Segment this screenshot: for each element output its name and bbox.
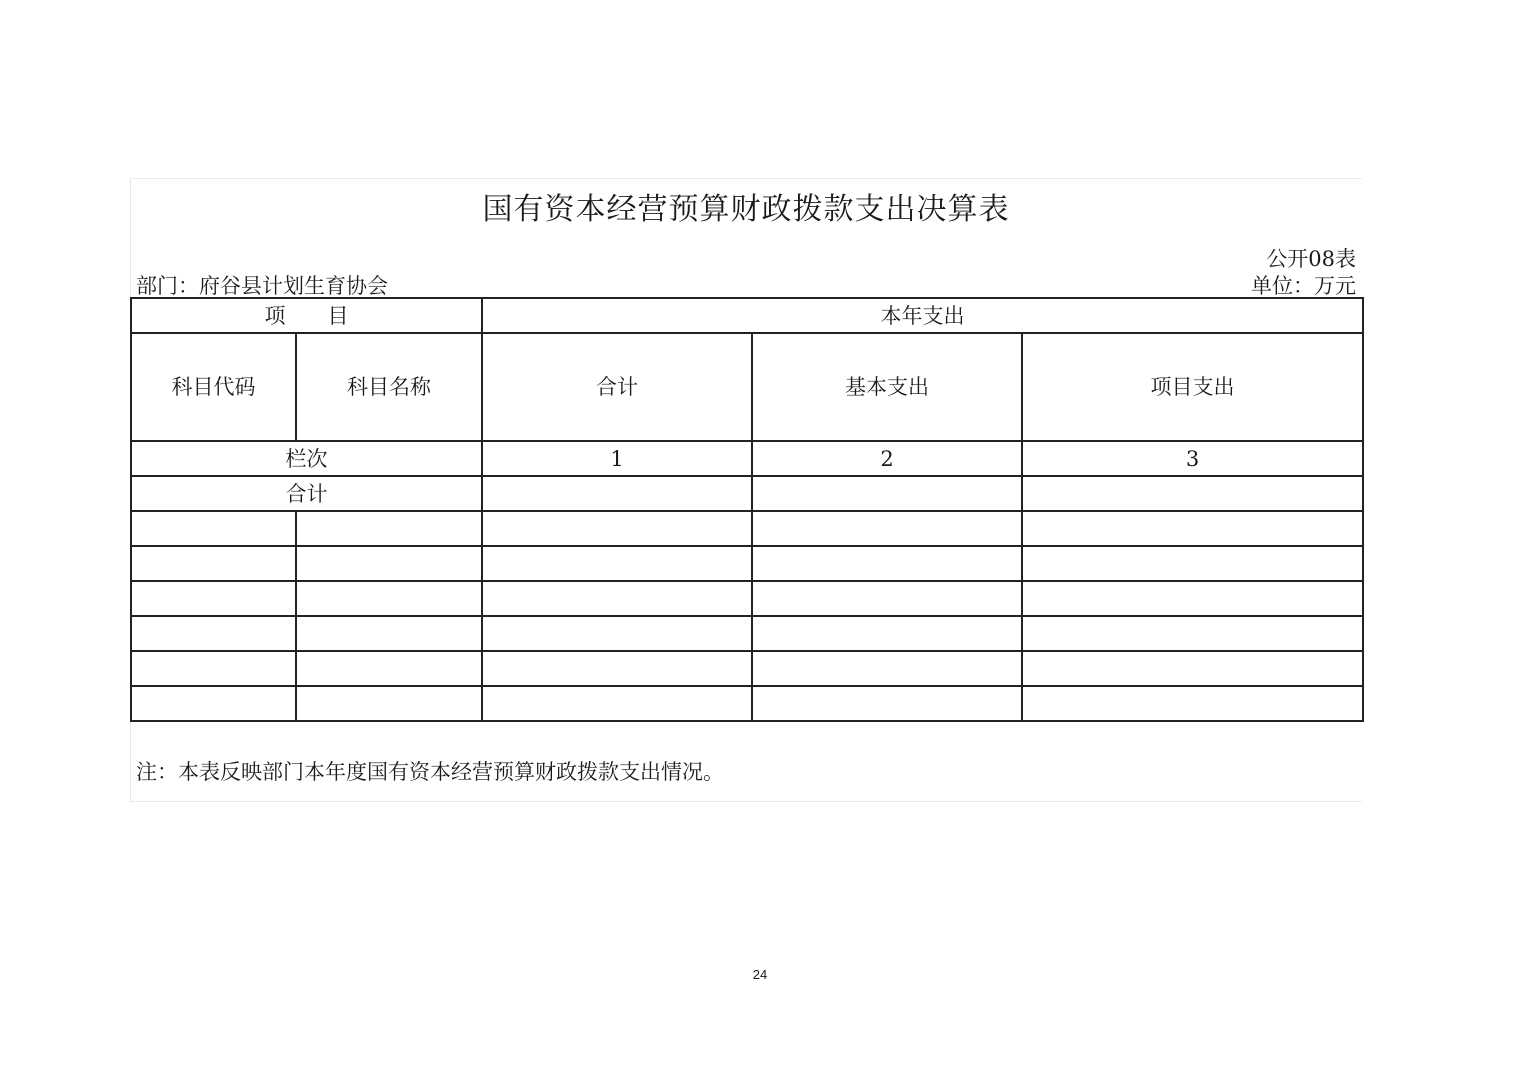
table-cell — [296, 651, 482, 686]
table-cell — [1022, 651, 1363, 686]
col-project-header: 项目支出 — [1022, 333, 1363, 441]
table-cell — [482, 546, 752, 581]
table-cell — [131, 581, 296, 616]
table-cell — [131, 651, 296, 686]
col-name-header: 科目名称 — [296, 333, 482, 441]
row-index-label: 栏次 — [131, 441, 482, 476]
total-amount — [482, 476, 752, 511]
table-cell — [296, 616, 482, 651]
col-code-header: 科目代码 — [131, 333, 296, 441]
page-number: 24 — [752, 967, 768, 982]
header-item: 项 目 — [131, 298, 482, 333]
table-cell — [296, 686, 482, 721]
table-row — [131, 651, 1363, 686]
table-cell — [131, 616, 296, 651]
index-row — [131, 441, 1363, 476]
table-cell — [482, 511, 752, 546]
table-cell — [482, 581, 752, 616]
page-title: 国有资本经营预算财政拨款支出决算表 — [482, 192, 1010, 227]
table-cell — [752, 581, 1022, 616]
unit-label: 单位：万元 — [1251, 274, 1356, 298]
total-label: 合计 — [131, 476, 482, 511]
table-cell — [752, 511, 1022, 546]
index-1: 1 — [482, 441, 752, 476]
table-cell — [752, 616, 1022, 651]
col-total-header: 合计 — [482, 333, 752, 441]
table-cell — [1022, 546, 1363, 581]
table-row — [131, 511, 1363, 546]
header-row-2 — [131, 333, 1363, 441]
index-3: 3 — [1022, 441, 1363, 476]
table-cell — [296, 546, 482, 581]
table-cell — [752, 686, 1022, 721]
table-row — [131, 546, 1363, 581]
total-row — [131, 476, 1363, 511]
table-cell — [131, 511, 296, 546]
table-cell — [296, 581, 482, 616]
table-cell — [131, 546, 296, 581]
index-2: 2 — [752, 441, 1022, 476]
header-current-year: 本年支出 — [482, 298, 1363, 333]
table-cell — [482, 616, 752, 651]
total-project — [1022, 476, 1363, 511]
table-cell — [1022, 686, 1363, 721]
table-cell — [752, 651, 1022, 686]
form-number: 公开08表 — [1266, 247, 1356, 271]
department-label: 部门：府谷县计划生育协会 — [136, 274, 388, 298]
table-row — [131, 686, 1363, 721]
table-cell — [1022, 581, 1363, 616]
table-row — [131, 581, 1363, 616]
col-basic-header: 基本支出 — [752, 333, 1022, 441]
table-cell — [482, 651, 752, 686]
footnote: 注：本表反映部门本年度国有资本经营预算财政拨款支出情况。 — [136, 760, 724, 784]
table-cell — [296, 511, 482, 546]
table-cell — [482, 686, 752, 721]
table-cell — [1022, 511, 1363, 546]
table-row — [131, 616, 1363, 651]
expenditure-table — [130, 297, 1364, 722]
header-row-1 — [131, 298, 1363, 333]
table-cell — [131, 686, 296, 721]
total-basic — [752, 476, 1022, 511]
table-cell — [752, 546, 1022, 581]
table-cell — [1022, 616, 1363, 651]
